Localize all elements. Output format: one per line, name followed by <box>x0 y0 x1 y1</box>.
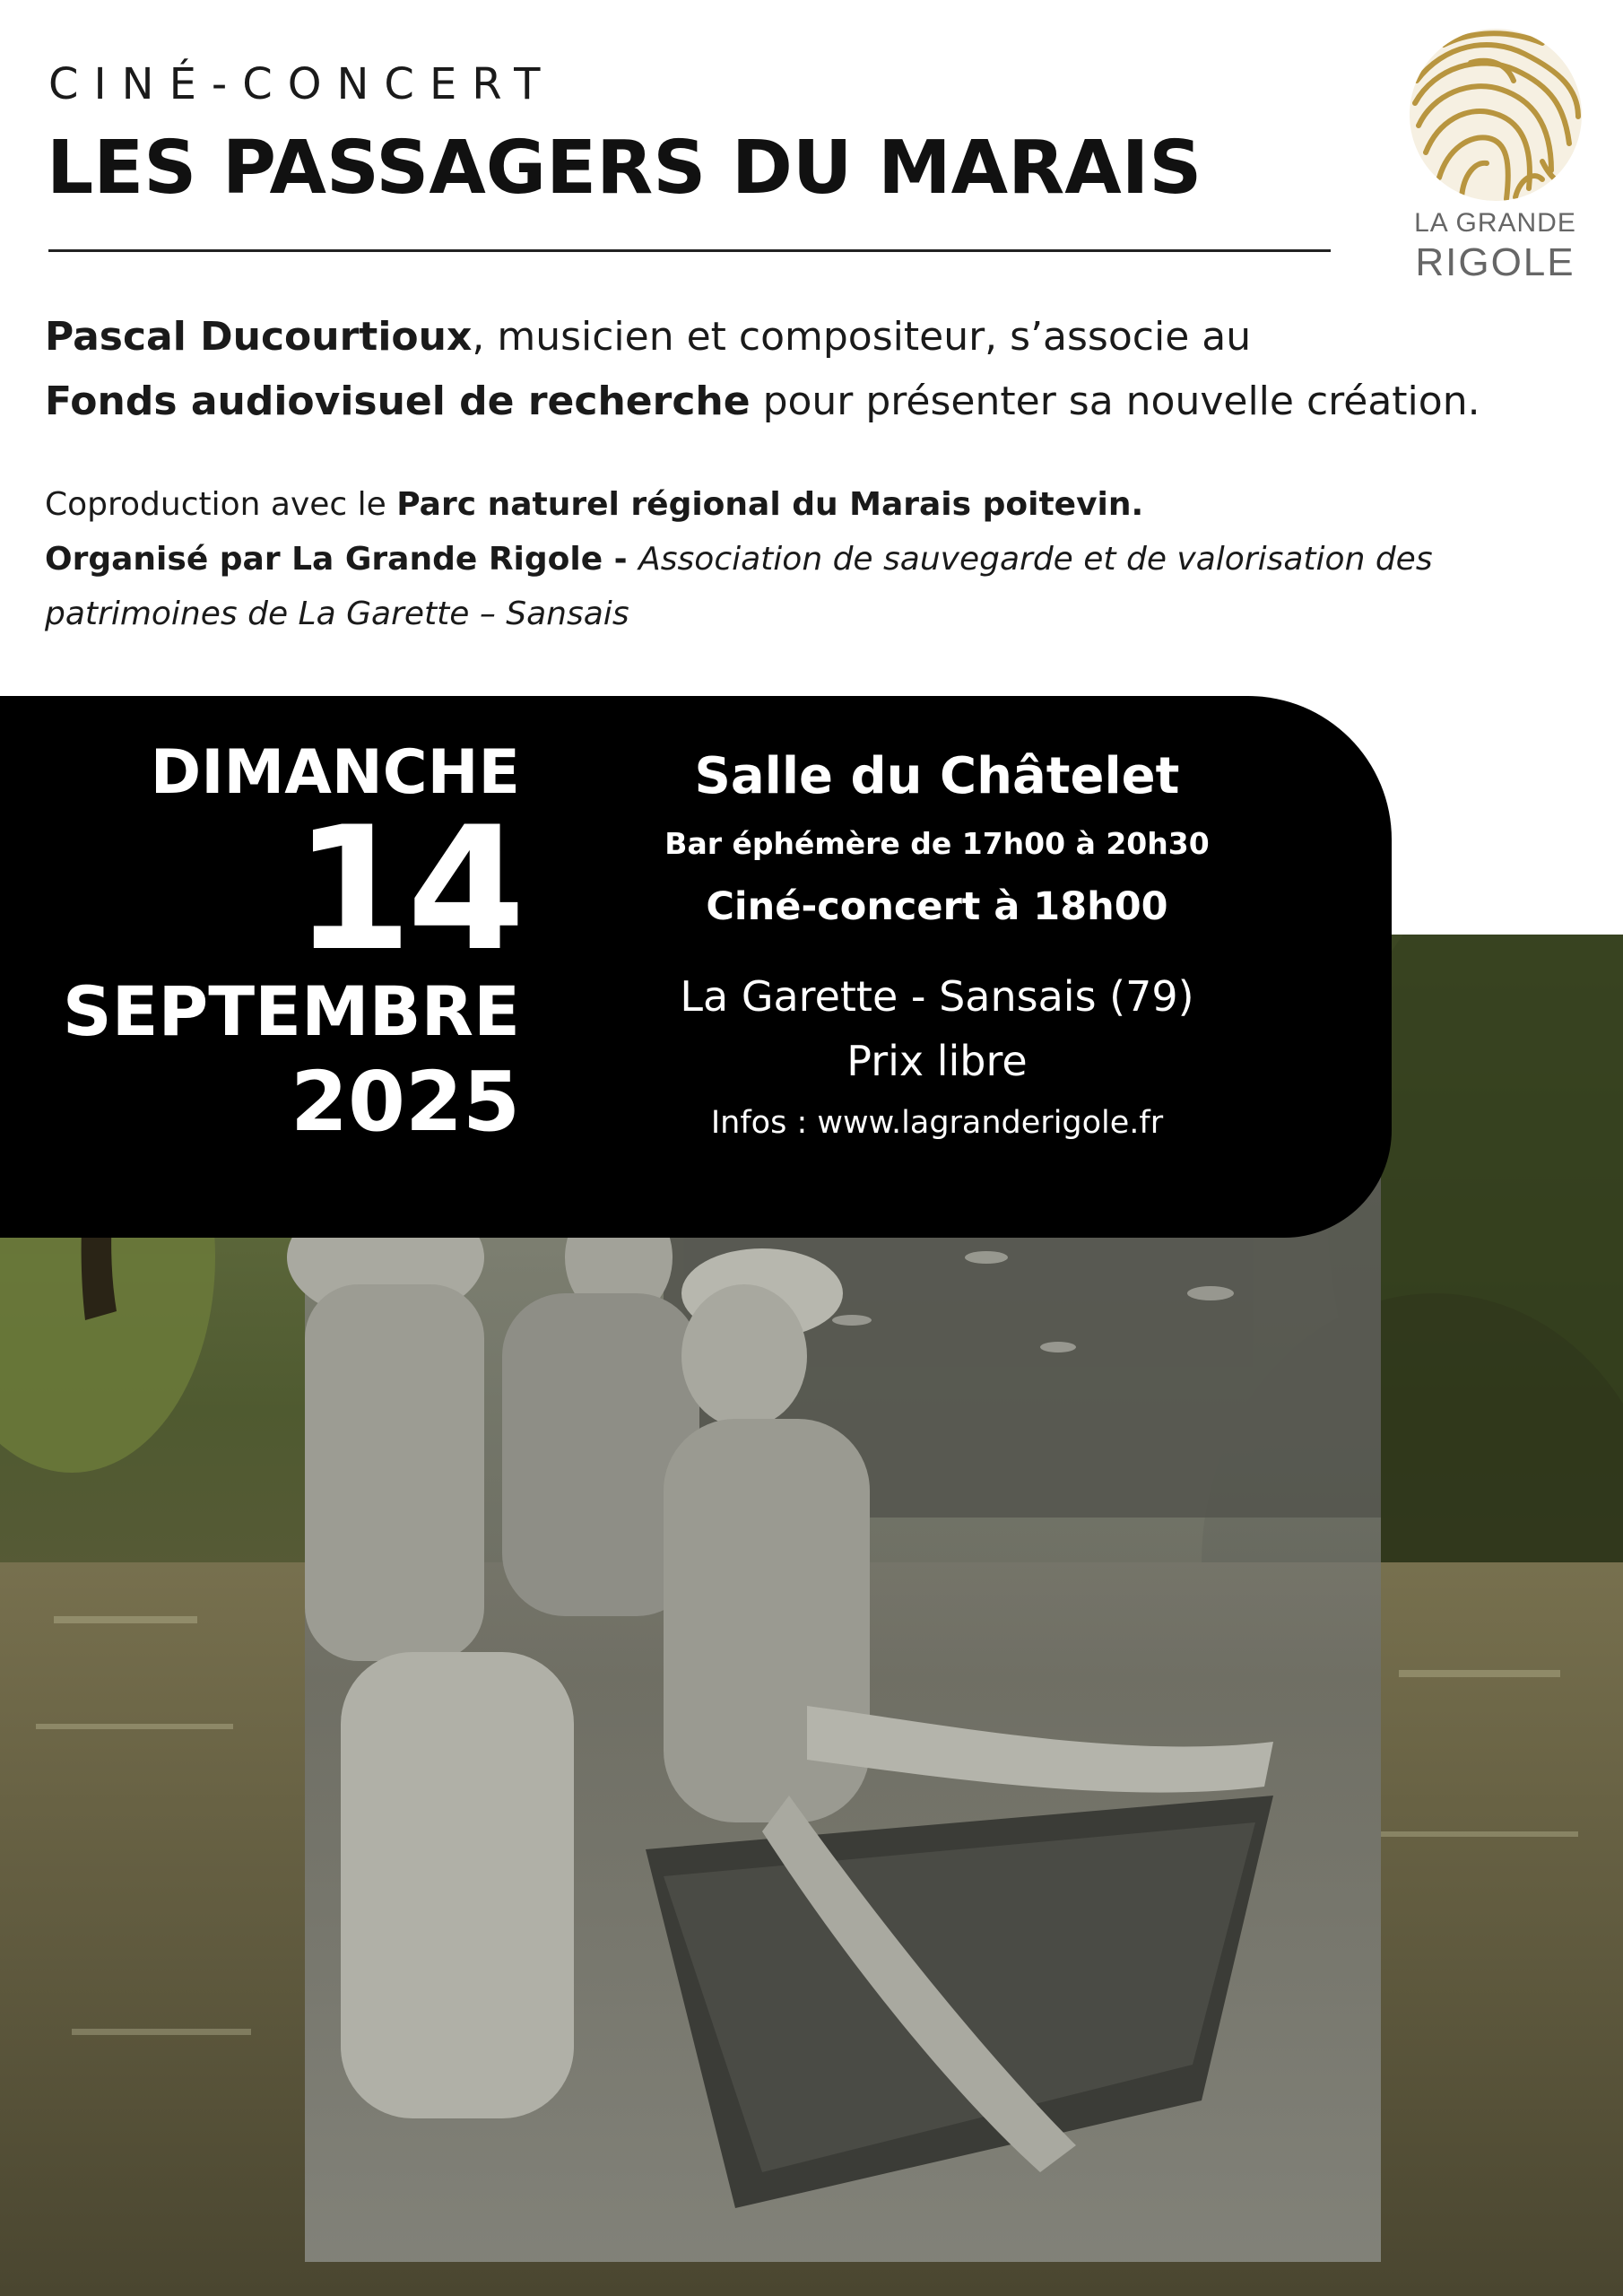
la-grande-rigole-logo <box>1399 27 1592 285</box>
event-month: SEPTEMBRE <box>62 971 520 1051</box>
organizer-label: Organisé par La Grande Rigole - <box>45 541 639 578</box>
event-bar-hours: Bar éphémère de 17h00 à 20h30 <box>664 826 1210 861</box>
event-website: Infos : www.lagranderigole.fr <box>710 1105 1164 1141</box>
event-details <box>628 741 1246 1148</box>
title-divider <box>48 249 1331 252</box>
logo-text-line2: RIGOLE <box>1415 240 1575 284</box>
fonds-name: Fonds audiovisuel de recherche <box>45 378 751 424</box>
coprod-prefix: Coproduction avec le <box>45 486 397 523</box>
fingerprint-emblem-icon <box>1408 27 1584 203</box>
credits-text <box>45 477 1569 641</box>
event-day-name: DIMANCHE <box>150 737 520 808</box>
event-venue: Salle du Châtelet <box>694 747 1180 805</box>
event-concert-time: Ciné-concert à 18h00 <box>706 884 1168 929</box>
intro-text <box>45 305 1569 434</box>
intro-line2-rest: pour présenter sa nouvelle création. <box>750 378 1480 424</box>
poster-title: LES PASSAGERS DU MARAIS <box>47 126 1202 211</box>
event-price: Prix libre <box>846 1037 1028 1085</box>
logo-text-line1: LA GRANDE <box>1414 208 1576 238</box>
event-location: La Garette - Sansais (79) <box>680 972 1194 1021</box>
coprod-partner: Parc naturel régional du Marais poitevin. <box>396 486 1144 523</box>
event-date <box>36 735 520 1150</box>
composer-name: Pascal Ducourtioux <box>45 314 473 360</box>
event-year: 2025 <box>290 1054 520 1150</box>
event-day-number: 14 <box>293 790 520 988</box>
intro-line1-rest: , musicien et compositeur, s’associe au <box>472 314 1252 360</box>
organizer-description: Association de sauvegarde et de valorisation des patrimoines de La Garette – Sansais <box>45 541 1433 632</box>
kicker-label: CINÉ-CONCERT <box>48 59 556 109</box>
